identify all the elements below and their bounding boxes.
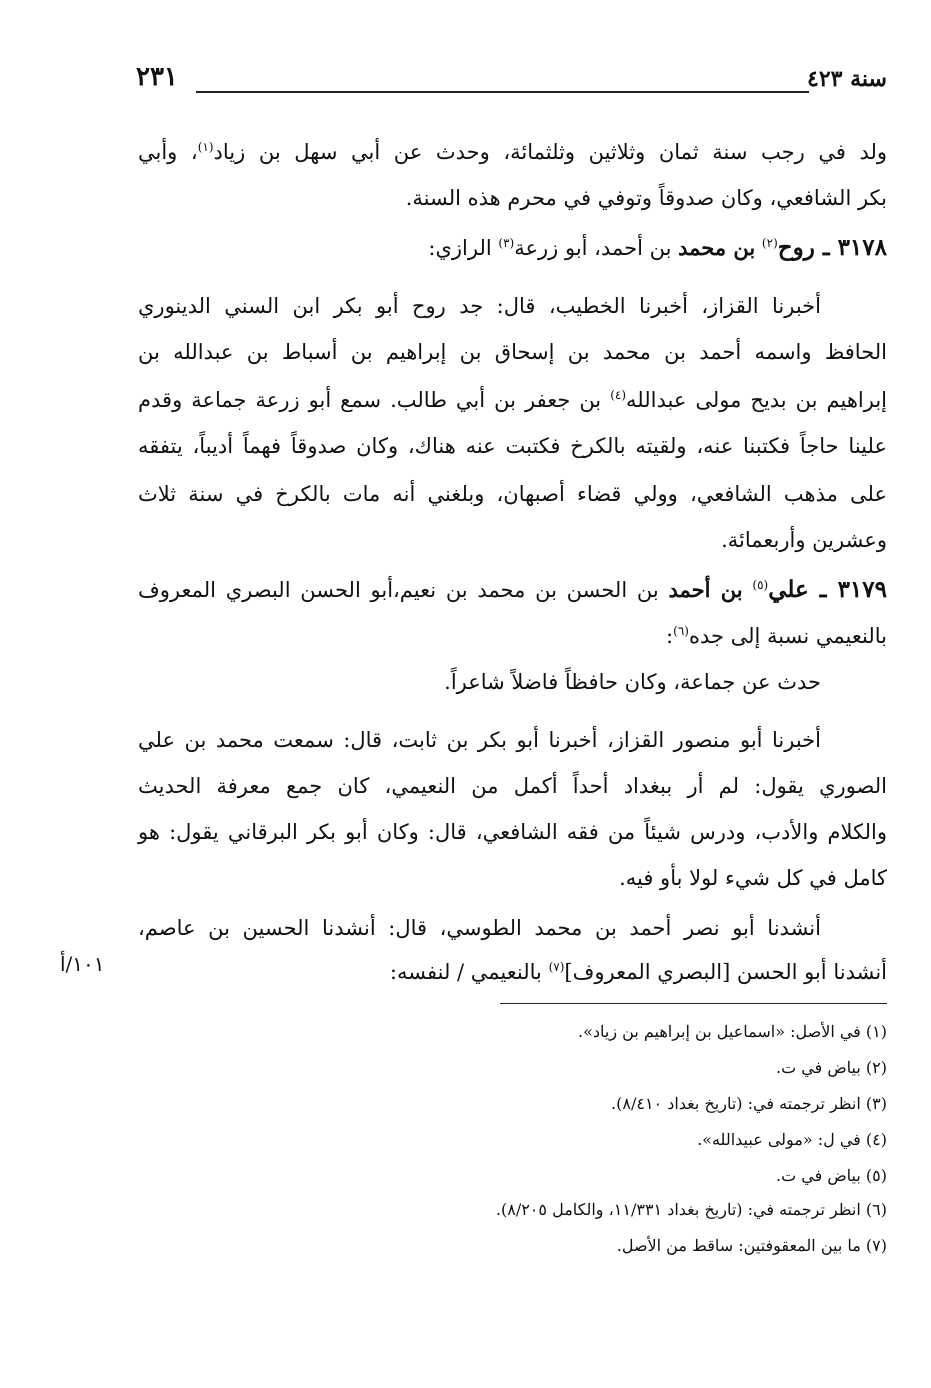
footnote: (٢) بياض في ت. [776, 1058, 887, 1077]
entry-number: ٣١٧٩ ـ علي [768, 576, 887, 603]
body-line [138, 142, 887, 163]
entry-heading-3179 [138, 578, 887, 601]
entry-name: بن محمد [678, 235, 756, 260]
header-rule [196, 91, 809, 93]
entry-name-rest: بن أحمد، أبو زرعة [514, 236, 672, 260]
body-line: كامل في كل شيء لولا بأو فيه. [619, 866, 887, 890]
line-text: بالنعيمي نسبة إلى جده [688, 624, 887, 648]
body-line: على مذهب الشافعي، وولي قضاء أصبهان، وبلغني أنه مات بالكرخ في سنة ثلاث [138, 482, 887, 506]
line-text: إبراهيم بن بديح مولى عبدالله [626, 388, 888, 412]
footnote-ref: (٧) [548, 960, 565, 974]
entry-heading-3178 [428, 236, 887, 259]
body-line: حدث عن جماعة، وكان حافظاً فاضلاً شاعراً. [444, 670, 821, 694]
footnote-ref: (٥) [752, 578, 769, 592]
body-line: والكلام والأدب، ودرس شيئاً من فقه الشافعي، قال: وكان أبو بكر البرقاني يقول: هو [138, 820, 887, 844]
body-line: أخبرنا أبو منصور القزاز، أخبرنا أبو بكر بن ثابت، قال: سمعت محمد بن علي [138, 728, 821, 752]
footnote: (١) في الأصل: «اسماعيل بن إبراهيم بن زياد». [578, 1022, 887, 1041]
footnote: (٧) ما بين المعقوفتين: ساقط من الأصل. [616, 1236, 887, 1255]
entry-nisba: الرازي: [428, 236, 492, 260]
footnote: (٦) انظر ترجمته في: (تاريخ بغداد ١١/٣٣١، والكامل ٨/٢٠٥). [495, 1200, 887, 1219]
line-text: ولد في رجب سنة ثمان وثلاثين وثلثمائة، وحدث عن أبي سهل بن زياد [213, 140, 888, 164]
body-line: الحافظ واسمه أحمد بن محمد بن إسحاق بن إبراهيم بن أسباط بن عبدالله بن [138, 340, 887, 364]
line-text: ، وأبي [138, 140, 198, 164]
manuscript-folio-note: ١٠١/أ [60, 952, 105, 976]
body-line [390, 962, 887, 983]
footnote-ref: (٦) [673, 624, 689, 638]
entry-name: بن أحمد [668, 577, 743, 602]
footnote: (٣) انظر ترجمته في: (تاريخ بغداد ٨/٤١٠). [611, 1094, 887, 1113]
line-text: أنشدنا أبو الحسن [البصري المعروف] [564, 960, 887, 984]
body-line: أنشدنا أبو نصر أحمد بن محمد الطوسي، قال: أنشدنا الحسين بن عاصم، [138, 916, 821, 940]
line-text: بالنعيمي / لنفسه: [389, 960, 542, 984]
page-number: ٢٣١ [136, 62, 178, 92]
entry-name-rest: بن الحسن بن محمد بن نعيم،أبو الحسن البصري المعروف [138, 578, 659, 602]
footnote: (٤) في ل: «مولى عبيدالله». [697, 1130, 887, 1149]
body-line: الصوري يقول: لم أر ببغداد أحداً أكمل من النعيمي، كان جمع معرفة الحديث [138, 774, 887, 798]
body-line [138, 390, 887, 411]
footnote: (٥) بياض في ت. [776, 1166, 887, 1185]
footnote-ref: (٣) [498, 236, 515, 250]
body-line: وعشرين وأربعمائة. [721, 528, 887, 552]
running-head-year: سنة ٤٢٣ [807, 66, 887, 92]
footnote-ref: (٤) [610, 388, 627, 402]
line-text: بن جعفر بن أبي طالب. سمع أبو زرعة جماعة وقدم [138, 388, 602, 412]
body-line [666, 626, 887, 647]
line-text: : [666, 624, 674, 648]
body-line: علينا حاجاً فكتبنا عنه، ولقيته بالكرخ فكتبت عنه هناك، وكان صدوقاً فهماً أديباً، يتفقه [138, 434, 887, 458]
footnote-rule [500, 1003, 887, 1004]
footnote-ref: (١) [197, 140, 214, 154]
body-line: بكر الشافعي، وكان صدوقاً وتوفي في محرم هذه السنة. [405, 186, 887, 210]
footnote-ref: (٢) [761, 236, 778, 250]
body-line: أخبرنا القزاز، أخبرنا الخطيب، قال: جد روح أبو بكر ابن السني الدينوري [138, 294, 821, 318]
entry-number: ٣١٧٨ ـ روح [777, 234, 887, 261]
